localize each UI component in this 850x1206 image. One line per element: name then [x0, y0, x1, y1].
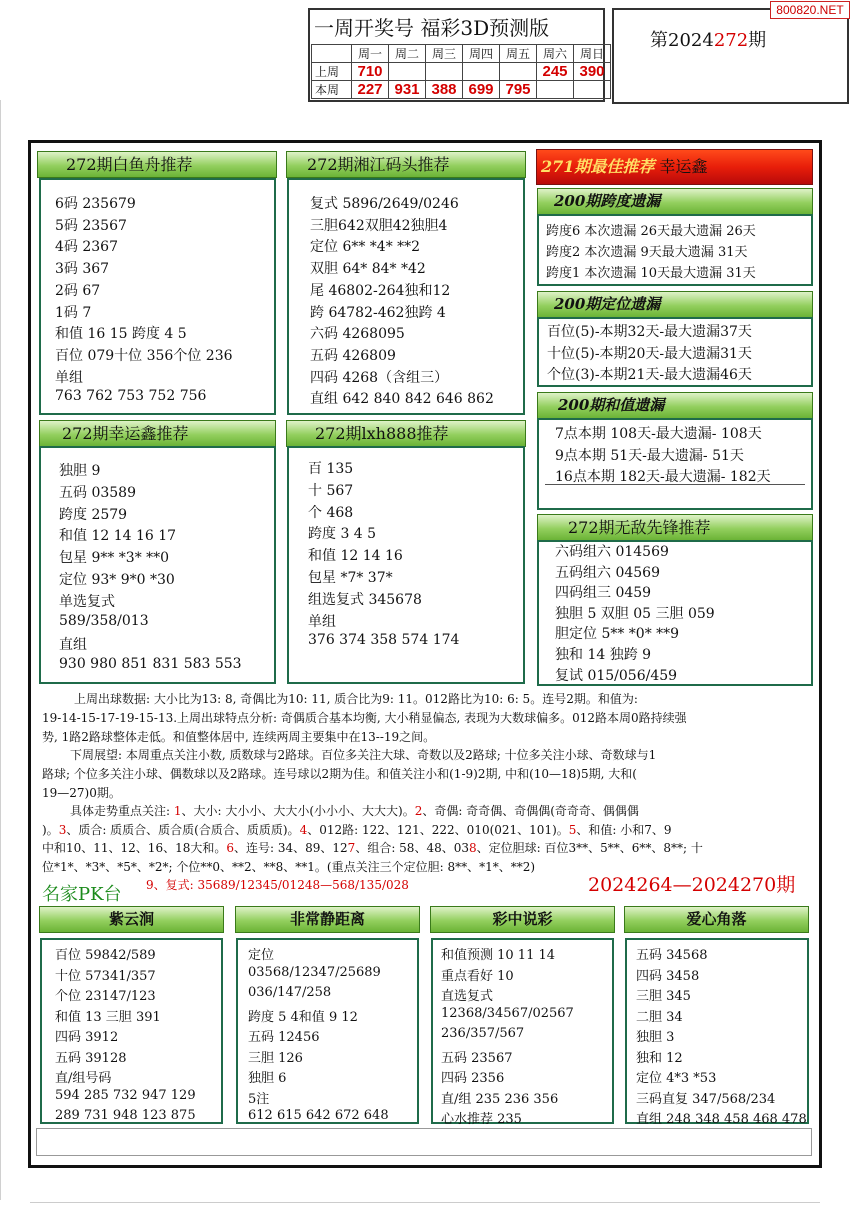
- divider: [0, 100, 1, 1200]
- list-item: 复试 015/056/459: [555, 667, 678, 684]
- baiyuzhou-title: 272期白鱼舟推荐: [37, 151, 277, 178]
- list-item: 跨度2 本次遗漏 9天最大遗漏 31天: [546, 245, 748, 260]
- list-item: 直选复式: [441, 989, 494, 1004]
- list-item: 289 731 948 123 875: [55, 1108, 196, 1123]
- list-item: 六码组六 014569: [555, 544, 669, 560]
- issue-number: 第2024272期: [650, 30, 767, 51]
- list-item: 五码 03589: [59, 484, 136, 501]
- analysis-line: 19—27)0期。: [42, 786, 121, 800]
- list-item: 和值 13 三胆 391: [55, 1009, 161, 1025]
- list-item: 六码 4268095: [310, 326, 405, 343]
- list-item: 和值预测 10 11 14: [441, 948, 556, 963]
- analysis-line: 具体走势重点关注: 1、大小: 大小小、大大小(小小小、大大大)。2、奇偶: 奇奇偶、奇偶偶(奇奇奇、偶偶偶: [70, 804, 639, 818]
- list-item: 7点本期 108天-最大遗漏- 108天: [555, 426, 762, 442]
- list-item: 1码 7: [55, 304, 92, 321]
- list-item: 尾 46802-264独和12: [310, 282, 451, 299]
- list-item: 复式 5896/2649/0246: [310, 196, 459, 212]
- list-item: 独胆 5 双胆 05 三胆 059: [555, 605, 715, 622]
- list-item: 5注: [248, 1091, 270, 1107]
- day-header: 周四: [463, 45, 500, 63]
- analysis-line: 上周出球数据: 大小比为13: 8, 奇偶比为10: 11, 质合比为9: 11。012路比为10: 6: 5。连号2期。和值为:: [74, 692, 638, 706]
- list-item: 直组: [59, 637, 87, 654]
- list-item: 跨 64782-462独跨 4: [310, 304, 446, 321]
- list-item: 定位 93* 9*0 *30: [59, 572, 175, 588]
- list-item: 单选复式: [59, 593, 115, 610]
- draw-cell: 390: [574, 63, 611, 81]
- list-item: 5码 23567: [55, 217, 127, 234]
- best-recommend-title: 271期最佳推荐 幸运鑫: [536, 149, 813, 185]
- list-item: 和值 12 14 16: [308, 548, 403, 565]
- draw-cell: [463, 63, 500, 81]
- list-item: 376 374 358 574 174: [308, 632, 460, 649]
- analysis-line: )。3、质合: 质质合、质合质(合质合、质质质)。4、012路: 122、121、222、010(021、101)。5、和值: 小和7、9: [42, 823, 672, 837]
- weekly-draw-title: 一周开奖号 福彩3D预测版: [314, 16, 550, 40]
- day-header: 周三: [426, 45, 463, 63]
- list-item: 03568/12347/25689: [248, 964, 381, 980]
- list-item: 五码 23567: [441, 1050, 513, 1066]
- list-item: 2码 67: [55, 282, 101, 299]
- weekly-draw-table: [311, 44, 611, 99]
- analysis-line: 位*1*、*3*、*5*、*2*; 个位**0、**2、**8、**1。(重点关注三个定位胆: 8**、*1*、**2): [42, 860, 536, 874]
- list-item: 个位(3)-本期21天-最大遗漏46天: [547, 367, 752, 383]
- list-item: 五码组六 04569: [555, 564, 660, 581]
- pk-col-title: 爱心角落: [624, 906, 809, 933]
- list-item: 五码 426809: [310, 347, 396, 364]
- list-item: 独胆 6: [248, 1071, 287, 1086]
- list-item: 三码直复 347/568/234: [636, 1091, 776, 1107]
- list-item: 定位 6** *4* **2: [310, 239, 421, 256]
- list-item: 3码 367: [55, 261, 110, 278]
- list-item: 930 980 851 831 583 553: [59, 656, 242, 673]
- list-item: 直/组号码: [55, 1071, 112, 1086]
- list-item: 二胆 34: [636, 1009, 683, 1025]
- list-item: 589/358/013: [59, 612, 149, 629]
- list-item: 包星 9** *3* **0: [59, 550, 170, 567]
- analysis-line: 19-14-15-17-19-15-13.上周出球特点分析: 奇偶质合基本均衡, 大小稍显偏态, 表现为大数球偏多。012路本周0路持续强: [42, 711, 687, 725]
- footer-bar: [36, 1128, 812, 1156]
- list-item: 和值 16 15 跨度 4 5: [55, 326, 187, 343]
- issue-box: [612, 8, 849, 104]
- list-item: 036/147/258: [248, 985, 332, 1000]
- list-item: 跨度 5 4和值 9 12: [248, 1009, 358, 1025]
- list-item: 包星 *7* 37*: [308, 570, 393, 586]
- list-item: 独和 14 独跨 9: [555, 647, 652, 663]
- list-item: 百位(5)-本期32天-最大遗漏37天: [547, 324, 752, 340]
- list-item: 直组 248 348 458 468 478: [636, 1112, 807, 1127]
- table-row: [312, 81, 611, 99]
- draw-cell: 699: [463, 81, 500, 99]
- list-item: 独胆 9: [59, 463, 101, 479]
- list-item: 五码 12456: [248, 1030, 320, 1045]
- day-header: 周日: [574, 45, 611, 63]
- table-row: [312, 63, 611, 81]
- list-item: 四码组三 0459: [555, 585, 652, 602]
- draw-cell: [389, 63, 426, 81]
- row-label: 上周: [312, 63, 352, 81]
- hezhi-title: 200期和值遗漏: [537, 392, 813, 419]
- kuadu-title: 200期跨度遗漏: [537, 188, 813, 215]
- list-item: 跨度1 本次遗漏 10天最大遗漏 31天: [546, 266, 756, 281]
- list-item: 胆定位 5** *0* **9: [555, 626, 680, 643]
- list-item: 百位 079十位 356个位 236: [55, 347, 233, 364]
- analysis-line: 9、复式: 35689/12345/01248—568/135/028: [146, 878, 409, 892]
- list-item: 612 615 642 672 648: [248, 1108, 389, 1123]
- date-range: 2024264—2024270期: [588, 874, 796, 896]
- draw-cell: 388: [426, 81, 463, 99]
- list-item: 直组 642 840 842 646 862: [310, 391, 494, 408]
- list-item: 四码 3912: [55, 1030, 119, 1045]
- list-item: 594 285 732 947 129: [55, 1087, 196, 1103]
- analysis-line: 路球; 个位多关注小球、偶数球以及2路球。连号球以2期为佳。和值关注小和(1-9)2期, 中和(10—18)5期, 大和(: [42, 767, 637, 781]
- draw-cell: [537, 81, 574, 99]
- draw-cell: 710: [352, 63, 389, 81]
- list-item: 直/组 235 236 356: [441, 1091, 559, 1107]
- list-item: 双胆 64* 84* *42: [310, 261, 426, 278]
- draw-cell: [500, 63, 537, 81]
- day-header: 周二: [389, 45, 426, 63]
- row-label: 本周: [312, 81, 352, 99]
- day-header: 周五: [500, 45, 537, 63]
- list-item: 五码 39128: [55, 1050, 127, 1066]
- list-item: 五码 34568: [636, 948, 708, 963]
- analysis-line: 下周展望: 本周重点关注小数, 质数球与2路球。百位多关注大球、奇数以及2路球; 十位多关注小球、奇数球与1: [70, 748, 657, 762]
- list-item: 四码 3458: [636, 968, 700, 984]
- site-tag[interactable]: 800820.NET: [770, 1, 850, 19]
- draw-cell: 931: [389, 81, 426, 99]
- list-item: 十位 57341/357: [55, 968, 156, 984]
- list-item: 16点本期 182天-最大遗漏- 182天: [555, 469, 771, 485]
- list-item: 三胆 345: [636, 989, 691, 1004]
- wudi-title: 272期无敌先锋推荐: [537, 514, 813, 541]
- day-header: 周六: [537, 45, 574, 63]
- list-item: 跨度 2579: [59, 506, 128, 523]
- table-row: [312, 45, 611, 63]
- list-item: 单组: [55, 369, 83, 386]
- xingyunxin-title: 272期幸运鑫推荐: [39, 420, 276, 447]
- draw-cell: [574, 81, 611, 99]
- list-item: 独胆 3: [636, 1030, 675, 1045]
- list-item: 个位 23147/123: [55, 989, 156, 1004]
- day-header: 周一: [352, 45, 389, 63]
- pk-col-title: 紫云涧: [39, 906, 224, 933]
- dingwei-title: 200期定位遗漏: [537, 291, 813, 318]
- pk-title: 名家PK台: [42, 884, 122, 905]
- list-item: 9点本期 51天-最大遗漏- 51天: [555, 447, 744, 464]
- draw-cell: 227: [352, 81, 389, 99]
- list-item: 百位 59842/589: [55, 948, 156, 963]
- list-item: 四码 4268（含组三）: [310, 369, 449, 386]
- xiangjiang-title: 272期湘江码头推荐: [286, 151, 526, 178]
- list-item: 763 762 753 752 756: [55, 388, 207, 405]
- divider: [30, 1202, 820, 1203]
- list-item: 236/357/567: [441, 1026, 525, 1041]
- list-item: 跨度6 本次遗漏 26天最大遗漏 26天: [546, 224, 756, 239]
- list-item: 十 567: [308, 482, 354, 499]
- pk-col-title: 非常静距离: [235, 906, 420, 933]
- lxh888-title: 272期lxh888推荐: [286, 420, 526, 447]
- list-item: 十位(5)-本期20天-最大遗漏31天: [547, 345, 752, 362]
- list-item: 三胆642双胆42独胆4: [310, 217, 448, 234]
- list-item: 心水推荐 235: [441, 1112, 522, 1127]
- list-item: 12368/34567/02567: [441, 1005, 574, 1021]
- draw-cell: 795: [500, 81, 537, 99]
- analysis-line: 中和10、11、12、16、18大和。6、连号: 34、89、127、组合: 58、48、038、定位胆球: 百位3**、5**、6**、8**; 十: [42, 841, 703, 855]
- pk-col-title: 彩中说彩: [430, 906, 615, 933]
- list-item: 重点看好 10: [441, 968, 514, 984]
- list-item: 百 135: [308, 461, 354, 477]
- list-item: 4码 2367: [55, 239, 118, 256]
- draw-cell: 245: [537, 63, 574, 81]
- analysis-line: 势, 1路2路球整体走低。和值整体居中, 连续两周主要集中在13--19之间。: [42, 730, 436, 744]
- list-item: 四码 2356: [441, 1071, 505, 1086]
- list-item: 独和 12: [636, 1050, 683, 1066]
- list-item: 跨度 3 4 5: [308, 526, 377, 543]
- list-item: 定位: [248, 948, 275, 963]
- draw-cell: [426, 63, 463, 81]
- list-item: 定位 4*3 *53: [636, 1071, 717, 1086]
- list-item: 三胆 126: [248, 1050, 303, 1066]
- list-item: 单组: [308, 613, 336, 630]
- list-item: 组选复式 345678: [308, 591, 422, 608]
- list-item: 和值 12 14 16 17: [59, 528, 177, 545]
- list-item: 个 468: [308, 504, 354, 521]
- list-item: 6码 235679: [55, 196, 136, 212]
